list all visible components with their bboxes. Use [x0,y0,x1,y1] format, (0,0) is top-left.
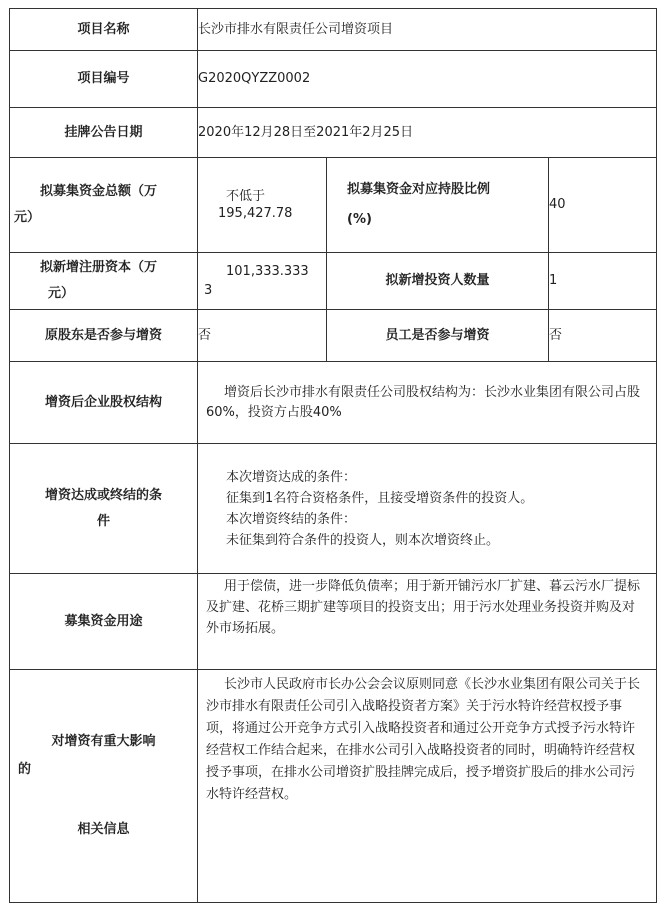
major-impact-label [10,670,198,903]
major-impact-value [198,670,657,903]
equity-structure-label: 增资后企业股权结构 [10,362,198,444]
project-name-value: 长沙市排水有限责任公司增资项目 [198,9,657,51]
fund-total-value [198,158,327,253]
fund-total-label-line2: 元） [14,210,41,225]
employee-participate-label: 员工是否参与增资 [327,310,549,362]
major-impact-label-line3: 相关信息 [77,822,130,837]
fund-use-label: 募集资金用途 [10,574,198,670]
project-code-label: 项目编号 [10,51,198,108]
new-capital-value [198,253,327,310]
conditions-line: 征集到1名符合资格条件，且接受增资条件的投资人。 [226,490,534,506]
new-capital-label-line2: 元） [48,286,75,301]
conditions-line: 未征集到符合条件的投资人，则本次增资终止。 [226,532,500,548]
investor-count-value: 1 [549,253,657,310]
shareholder-participate-value: 否 [198,310,327,362]
project-name-label: 项目名称 [10,9,198,51]
row-equity-structure [10,362,657,444]
equity-structure-text: 增资后长沙市排水有限责任公司股权结构为：长沙水业集团有限公司占股60%，投资方占股40% [206,384,641,420]
row-project-code [10,51,657,108]
row-fund-total [10,158,657,253]
conditions-line: 本次增资达成的条件： [226,469,357,485]
major-impact-text: 长沙市人民政府市长办公会会议原则同意《长沙水业集团有限公司关于长沙市排水有限责任公司引入战略投资者方案》关于污水特许经营权授予事项，将通过公开竞争方式引入战略投资者和通过公开竞争方式授予污水特许经营权工作结合起来，在排水公司引入战略投资者的同时，明确特许经营权授予事项，在排水公司增资扩股挂牌完成后，授予增资扩股后的排水公司污水特许经营权。 [206,677,641,802]
row-fund-use [10,574,657,670]
listing-date-label: 挂牌公告日期 [10,108,198,158]
major-impact-label-line2: 的 [18,762,32,777]
equity-structure-value [198,362,657,444]
project-info-table [9,8,657,903]
row-new-capital [10,253,657,310]
conditions-label-line1: 增资达成或终结的条 [44,487,162,503]
fund-total-value-line1: 不低于 [226,189,266,204]
fund-total-value-line2: 195,427.78 [218,206,293,221]
fund-use-text: 用于偿债，进一步降低负债率；用于新开铺污水厂扩建、暮云污水厂提标及扩建、花桥三期扩建等项目的投资支出；用于污水处理业务投资并购及对外市场拓展。 [206,579,641,636]
project-code-value: G2020QYZZ0002 [198,51,657,108]
fund-total-label-line1: 拟募集资金总额（万 [40,184,158,199]
share-ratio-label [327,158,549,253]
listing-date-value: 2020年12月28日至2021年2月25日 [198,108,657,158]
new-capital-value-line2: 3 [204,283,213,298]
employee-participate-value: 否 [549,310,657,362]
conditions-label [10,444,198,574]
shareholder-participate-label: 原股东是否参与增资 [10,310,198,362]
share-ratio-label-line2: (%) [347,212,372,227]
new-capital-label-line1: 拟新增注册资本（万 [40,260,158,275]
major-impact-label-line1: 对增资有重大影响 [51,734,156,749]
row-major-impact [10,670,657,903]
share-ratio-value: 40 [549,158,657,253]
conditions-label-line2: 件 [96,513,110,529]
fund-use-value [198,574,657,670]
fund-total-label [10,158,198,253]
share-ratio-label-line1: 拟募集资金对应持股比例 [347,182,491,197]
investor-count-label: 拟新增投资人数量 [327,253,549,310]
conditions-value [198,444,657,574]
conditions-line: 本次增资终结的条件： [226,511,357,527]
row-conditions [10,444,657,574]
new-capital-value-line1: 101,333.333 [226,264,309,279]
new-capital-label [10,253,198,310]
row-project-name [10,9,657,51]
row-participation [10,310,657,362]
row-listing-date [10,108,657,158]
